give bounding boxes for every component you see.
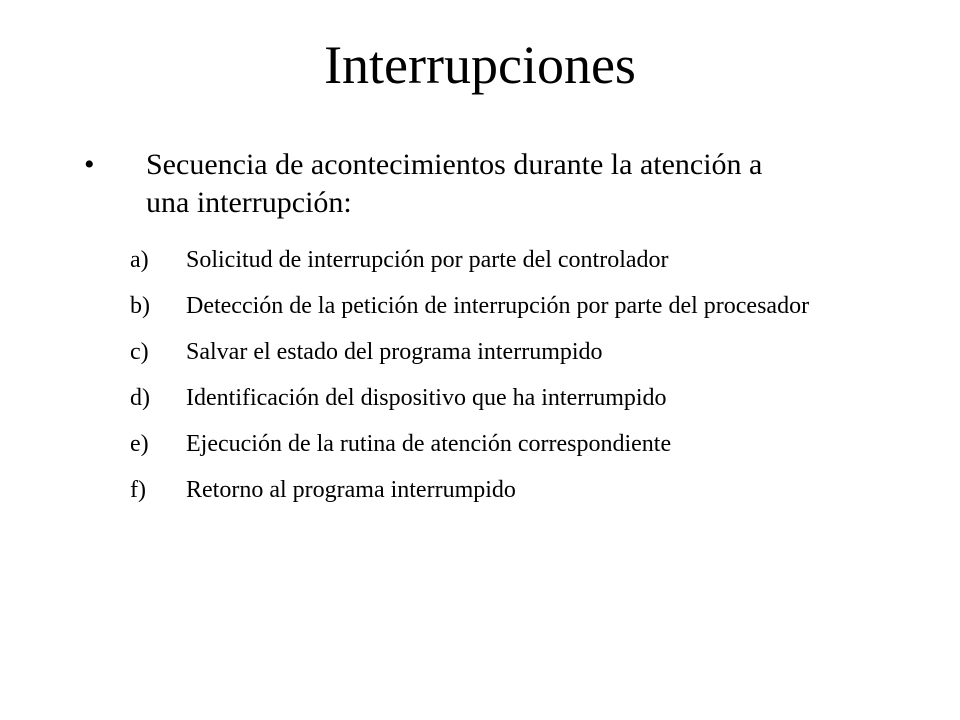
step-text: Solicitud de interrupción por parte del controlador [186,247,669,273]
step-marker: a) [130,247,149,273]
list-item [0,382,960,415]
step-marker: f) [130,477,146,503]
list-item [0,428,960,461]
step-marker: c) [130,339,149,365]
step-text: Salvar el estado del programa interrumpido [186,339,603,365]
list-item [0,290,960,323]
step-text: Retorno al programa interrumpido [186,477,516,503]
step-text: Ejecución de la rutina de atención correspondiente [186,431,672,457]
bullet-marker: • [84,148,95,181]
step-marker: d) [130,385,150,411]
list-item [0,474,960,507]
list-item [0,336,960,369]
slide-title: Interrupciones [324,35,636,95]
main-bullet-text: Secuencia de acontecimientos durante la atención a una interrupción: [146,148,763,219]
step-text: Detección de la petición de interrupción por parte del procesador [186,293,810,319]
list-item [0,244,960,277]
step-marker: e) [130,431,149,457]
step-text: Identificación del dispositivo que ha interrumpido [186,385,667,411]
step-marker: b) [130,293,150,319]
steps-list [0,244,960,520]
